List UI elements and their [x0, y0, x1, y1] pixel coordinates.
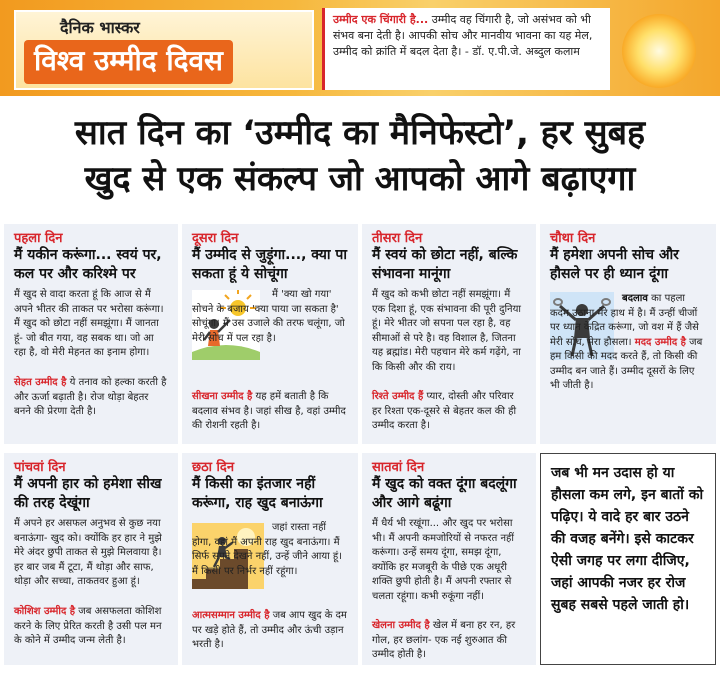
note-text: जब हम किसी की मदद करते हैं, तो किसी की उम्मीद बन जाते हैं। उम्मीद दूसरों के लिए भी जीती है।	[550, 336, 703, 391]
day-pledge: मैं किसी का इंतजार नहीं करूंगा, राह खुद बनाऊंगा	[192, 476, 323, 511]
quote-text: उम्मीद वह चिंगारी है, जो असंभव को भी संभव बना देती है। आपकी सोच और मानवीय भावना का यह मेल, उम्मीद को क्रांति में बदल देता है।	[333, 13, 593, 58]
day-body: जहां रास्ता नहीं होगा, वहां मैं अपनी राह खुद बनाऊंगा। मैं सिर्फ सपने देखने नहीं, उन्हें जीने आया हूं। मैं किसी पर निर्भर नहीं रहूंगा।	[192, 522, 343, 577]
day-note	[14, 376, 168, 420]
headline-line-2: खुद से एक संकल्प जो आपको आगे बढ़ाएगा	[84, 159, 636, 199]
day-card-1	[4, 224, 178, 444]
quote-lead: उम्मीद एक चिंगारी है...	[333, 13, 429, 26]
day-pledge: मैं स्वयं को छोटा नहीं, बल्कि संभावना मानूंगा	[372, 247, 518, 282]
brand-box	[14, 10, 314, 90]
day-label: चौथा दिन	[550, 231, 596, 246]
day-body: मैं खुद से वादा करता हूं कि आज से मैं अपने भीतर की ताकत पर भरोसा करूंगा। मैं खुद को छोटा नहीं समझूंगा। मैं जानता हूं- जो बीत गया, वह सबक था। जो आ रहा है, वो मेरी मेहनत का इनाम होगा।	[14, 289, 164, 358]
note-text: ये तनाव को हल्का करती है और ऊर्जा बढ़ाती है। रोज थोड़ा बेहतर बनने की प्रेरणा देती है।	[14, 377, 167, 417]
day-label: दूसरा दिन	[192, 231, 239, 246]
body-lead: बदलाव	[622, 293, 648, 304]
day-label: तीसरा दिन	[372, 231, 423, 246]
day-card-5	[4, 453, 178, 665]
note-lead: रिश्ते उम्मीद हैं	[372, 391, 424, 402]
day-pledge: मैं खुद को वक्त दूंगा बदलूंगा और आगे बढूंगा	[372, 476, 517, 511]
note-text: जब असफलता कोशिश करने के लिए प्रेरित करती है उसी पल मन के कोने में उम्मीद जन्म लेती है।	[14, 606, 162, 646]
day-pledge: मैं अपनी हार को हमेशा सीख की तरह देखूंगा	[14, 476, 162, 511]
day-card-6	[182, 453, 358, 665]
day-body: मैं खुद को कभी छोटा नहीं समझूंगा। मैं एक दिशा हूं, एक संभावना की पूरी दुनिया हूं। मेरे भीतर जो सपना पल रहा है, वह सीमाओं से परे है। वह विशाल है, जितना यह ब्रह्मांड। मेरी पहचान मेरे कर्म गढ़ेंगे, ना कि किसी और की राय।	[372, 289, 521, 373]
headline-line-1: सात दिन का ‘उम्मीद का मैनिफेस्टो’, हर सुबह	[74, 113, 646, 153]
headline	[0, 110, 720, 202]
day-label: सातवां दिन	[372, 460, 425, 475]
day-label: छठा दिन	[192, 460, 235, 475]
note-lead: कोशिश उम्मीद है	[14, 606, 76, 617]
banner	[0, 0, 720, 96]
day-note	[14, 605, 168, 649]
day-note	[372, 390, 526, 434]
body-text: का पहला कदम उठाना मेरे हाथ में है। मैं उन्हीं चीजों पर ध्यान केंद्रित करूंगा, जो वश में हैं जैसे मेरी सोच, मेरा हौसला।	[550, 293, 699, 348]
day-pledge: मैं उम्मीद से जुड़ूंगा..., क्या पा सकता हूं ये सोचूंगा	[192, 247, 347, 282]
note-text: प्यार, दोस्ती और परिवार हर रिश्ता एक-दूसरे से बेहतर कल की ही उम्मीद करता है।	[372, 391, 517, 431]
note-lead: खेलना उम्मीद है	[372, 620, 430, 631]
note-lead: आत्मसम्मान उम्मीद है	[192, 610, 270, 621]
note-lead: सीखना उम्मीद है	[192, 391, 253, 402]
day-card-7	[362, 453, 536, 665]
note-lead: सेहत उम्मीद है	[14, 377, 67, 388]
day-body: मैं 'क्या खो गया' सोचने के बजाय 'क्या पाया जा सकता है' सोचूंगा। मैं उस उजाले की तरफ चलूंगा, जो मेरी सोच में पल रहा है।	[192, 289, 345, 344]
final-note: जब भी मन उदास हो या हौसला कम लगे, इन बातों को पढ़िए। ये वादे हर बार उठने की वजह बनेंगे। इसे काटकर ऐसी जगह पर लगा दीजिए, जहां आपकी नजर हर रोज सुबह सबसे पहले जाती हो।	[540, 453, 716, 665]
day-card-3	[362, 224, 536, 444]
day-note	[372, 619, 526, 663]
note-lead: मदद उम्मीद है	[634, 336, 686, 348]
brand-name: दैनिक भास्कर	[60, 18, 140, 37]
day-card-2	[182, 224, 358, 444]
note-text: खेल में बना हर रन, हर गोल, हर छलांग- एक नई शुरुआत की उम्मीद होती है।	[372, 620, 516, 660]
sun-icon	[622, 14, 696, 88]
day-pledge: मैं यकीन करूंगा... स्वयं पर, कल पर और करिश्मे पर	[14, 247, 162, 282]
note-text: जब आप खुद के दम पर खड़े होते हैं, तो उम्मीद और ऊंची उड़ान भरती है।	[192, 610, 347, 650]
quote-author: - डॉ. ए.पी.जे. अब्दुल कलाम	[461, 45, 580, 58]
day-body: मैं धैर्य भी रखूंगा... और खुद पर भरोसा भी। मैं अपनी कमजोरियों से नफरत नहीं करूंगा। उन्हें समय दूंगा, समझ दूंगा, क्योंकि हर मजबूरी के पीछे एक अधूरी शक्ति छुपी होती है। मैं अपनी रफ्तार से चलता रहूंगा। कभी रुकूंगा नहीं।	[372, 518, 514, 602]
day-label: पहला दिन	[14, 231, 63, 246]
day-note	[192, 390, 348, 434]
day-body: मैं अपने हर असफल अनुभव से कुछ नया बनाऊंगा- खुद को। क्योंकि हर हार ने मुझे मेरे अंदर छुपी ताकत से मुझे मिलवाया है। हर बार जब मैं टूटा, मैं थोड़ा और साफ, थोड़ा और सच्चा, ताकतवर हुआ हूं।	[14, 518, 162, 587]
day-card-4	[540, 224, 716, 444]
day-label: पांचवां दिन	[14, 460, 66, 475]
day-pledge: मैं हमेशा अपनी सोच और हौसले पर ही ध्यान दूंगा	[550, 247, 679, 282]
day-note	[192, 609, 348, 653]
day-body	[550, 292, 706, 394]
day-title: विश्व उम्मीद दिवस	[24, 40, 233, 84]
quote-box	[322, 8, 610, 90]
note-text: यह हमें बताती है कि बदलाव संभव है। जहां सीख है, वहां उम्मीद की रोशनी रहती है।	[192, 391, 346, 431]
